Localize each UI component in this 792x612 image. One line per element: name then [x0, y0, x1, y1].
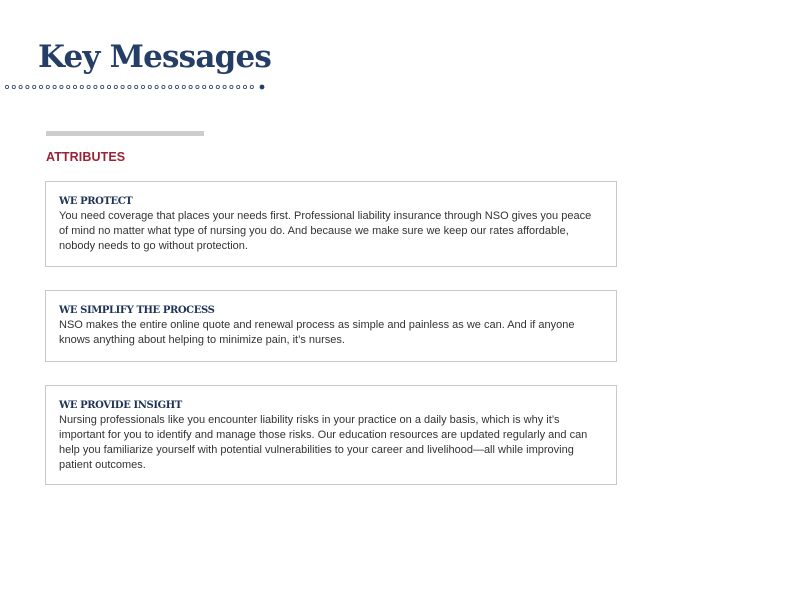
divider-dot — [209, 85, 212, 88]
divider-end-dot — [260, 85, 265, 90]
divider-dot — [141, 85, 144, 88]
divider-dot — [53, 85, 56, 88]
divider-dot — [203, 85, 206, 88]
divider-dot — [60, 85, 63, 88]
attribute-card-title: WE PROTECT — [59, 196, 133, 207]
divider-dot — [114, 85, 117, 88]
divider-dot — [216, 85, 219, 88]
divider-dot — [107, 85, 110, 88]
divider-dot — [175, 85, 178, 88]
attribute-card-title: WE SIMPLIFY THE PROCESS — [59, 305, 215, 316]
divider-dot — [73, 85, 76, 88]
divider-dot — [243, 85, 246, 88]
divider-dot — [67, 85, 70, 88]
page-title: Key Messages — [38, 39, 272, 75]
divider-dot — [33, 85, 36, 88]
divider-dot — [237, 85, 240, 88]
attribute-card-we-provide-insight — [45, 385, 617, 485]
divider-dot — [128, 85, 131, 88]
divider-dot — [250, 85, 253, 88]
divider-dot — [101, 85, 104, 88]
divider-dot — [5, 85, 8, 88]
divider-dot — [169, 85, 172, 88]
divider-dot — [121, 85, 124, 88]
attribute-card-we-protect — [45, 181, 617, 267]
divider-dot — [189, 85, 192, 88]
divider-dot — [223, 85, 226, 88]
dotted-divider — [4, 84, 268, 90]
divider-dot — [196, 85, 199, 88]
divider-dot — [26, 85, 29, 88]
attribute-card-we-simplify — [45, 290, 617, 362]
divider-dot — [39, 85, 42, 88]
divider-dot — [87, 85, 90, 88]
divider-dot — [80, 85, 83, 88]
divider-dot — [230, 85, 233, 88]
attribute-card-body: NSO makes the entire online quote and renewal process as simple and painless as we can. And if anyone knows anything about helping to minimize pain, it’s nurses. — [59, 319, 575, 346]
attribute-card-body: You need coverage that places your needs first. Professional liability insurance through NSO gives you peace of mind no matter what type of nursing you do. And because we make sure we keep our rates affordable, nobody needs to go without protection. — [59, 210, 592, 252]
section-accent-bar — [46, 131, 204, 136]
divider-dot — [162, 85, 165, 88]
divider-dot — [94, 85, 97, 88]
divider-dot — [19, 85, 22, 88]
divider-dot — [155, 85, 158, 88]
divider-dot — [148, 85, 151, 88]
attribute-card-title: WE PROVIDE INSIGHT — [59, 400, 182, 411]
divider-dot — [12, 85, 15, 88]
attribute-card-body: Nursing professionals like you encounter liability risks in your practice on a daily basis, which is why it’s important for you to identify and manage those risks. Our education resources are updated regularly and can help you familiarize yourself with potential vulnerabilities to your career and livelihood—all while improving patient outcomes. — [59, 414, 588, 471]
divider-dot — [46, 85, 49, 88]
attributes-heading: ATTRIBUTES — [46, 150, 126, 164]
divider-dot — [135, 85, 138, 88]
divider-dot — [182, 85, 185, 88]
